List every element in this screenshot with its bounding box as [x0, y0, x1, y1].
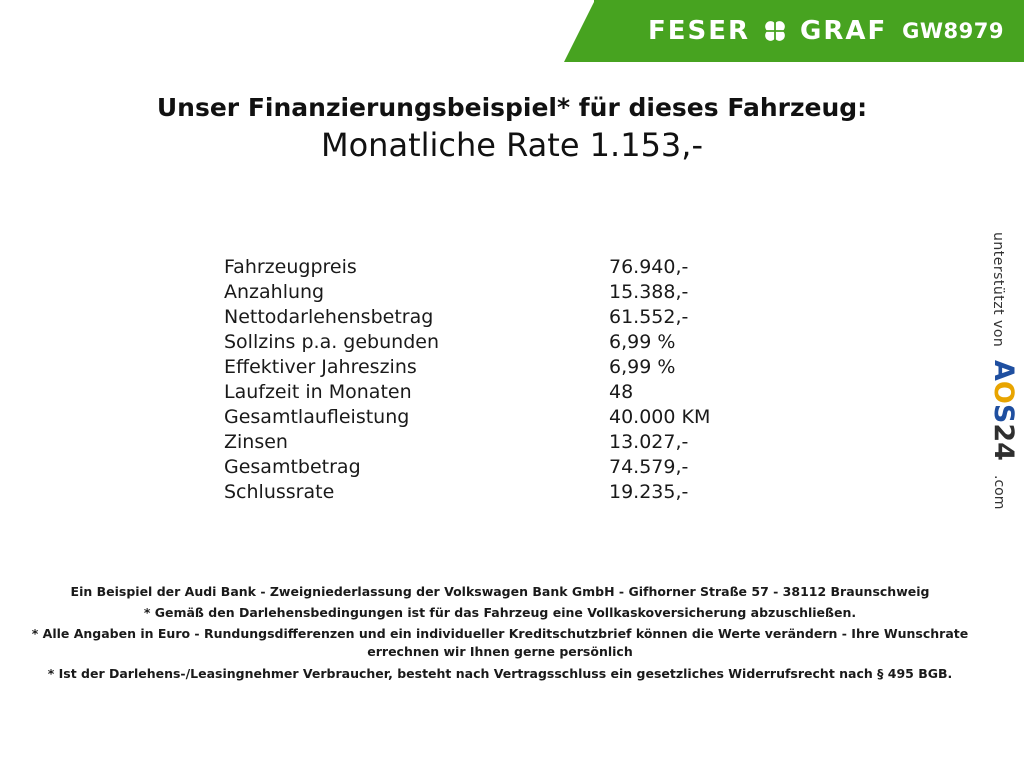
supported-by-strip: [988, 232, 1018, 542]
table-row: [224, 405, 784, 430]
row-value: 76.940,-: [609, 256, 689, 278]
table-row: [224, 355, 784, 380]
brand-name-feser: FESER: [648, 16, 751, 46]
footnote-insurance: * Gemäß den Darlehensbedingungen ist für das Fahrzeug eine Vollkaskoversicherung abzuschließen.: [143, 605, 857, 621]
row-label: Sollzins p.a. gebunden: [224, 331, 439, 353]
row-value: 61.552,-: [609, 306, 689, 328]
brand-name-graf: GRAF: [800, 16, 888, 46]
vehicle-plate-code: GW8979: [902, 19, 1004, 43]
row-label: Zinsen: [224, 431, 288, 453]
clover-icon: [762, 18, 788, 44]
aos24-domain: .com: [991, 475, 1007, 510]
row-value: 6,99 %: [609, 331, 676, 353]
footnote-currency: * Alle Angaben in Euro - Rundungsdifferenzen und ein individueller Kreditschutzbrief können die Werte verändern - Ihre Wunschrate errechnen wir Ihnen gerne persönlich: [31, 626, 969, 660]
footnotes: [30, 583, 970, 686]
title-block: [0, 92, 1024, 167]
footnote-withdrawal: * Ist der Darlehens-/Leasingnehmer Verbraucher, besteht nach Vertragsschluss ein gesetzliches Widerrufsrecht nach § 495 BGB.: [47, 665, 953, 681]
table-row: [224, 480, 784, 505]
row-value: 15.388,-: [609, 281, 689, 303]
row-value: 6,99 %: [609, 356, 676, 378]
row-value: 40.000 KM: [609, 406, 711, 428]
aos24-logo-s: S: [988, 403, 1019, 424]
aos24-logo: [988, 360, 1019, 461]
supported-by-label: unterstützt von: [990, 232, 1006, 348]
page-title: Unser Finanzierungsbeispiel* für dieses Fahrzeug:: [156, 93, 868, 122]
row-label: Gesamtbetrag: [224, 456, 361, 478]
row-label: Fahrzeugpreis: [224, 256, 357, 278]
table-row: [224, 330, 784, 355]
row-label: Nettodarlehensbetrag: [224, 306, 434, 328]
financing-table: [224, 255, 784, 505]
page-header: [0, 0, 1024, 62]
table-row: [224, 430, 784, 455]
monthly-rate-headline: Monatliche Rate 1.153,-: [320, 126, 703, 165]
table-row: [224, 305, 784, 330]
row-label: Effektiver Jahreszins: [224, 356, 417, 378]
aos24-logo-a: A: [988, 360, 1019, 381]
table-row: [224, 380, 784, 405]
row-label: Gesamtlaufleistung: [224, 406, 410, 428]
row-label: Schlussrate: [224, 481, 335, 503]
row-value: 19.235,-: [609, 481, 689, 503]
brand-logo: [648, 16, 887, 46]
aos24-logo-o: O: [988, 380, 1019, 404]
row-label: Anzahlung: [224, 281, 325, 303]
table-row: [224, 255, 784, 280]
row-value: 13.027,-: [609, 431, 689, 453]
table-row: [224, 280, 784, 305]
row-label: Laufzeit in Monaten: [224, 381, 412, 403]
footnote-bank: Ein Beispiel der Audi Bank - Zweigniederlassung der Volkswagen Bank GmbH - Gifhorner Straße 57 - 38112 Braunschweig: [70, 584, 930, 599]
row-value: 74.579,-: [609, 456, 689, 478]
aos24-logo-24: 24: [988, 423, 1019, 461]
table-row: [224, 455, 784, 480]
row-value: 48: [609, 381, 634, 403]
